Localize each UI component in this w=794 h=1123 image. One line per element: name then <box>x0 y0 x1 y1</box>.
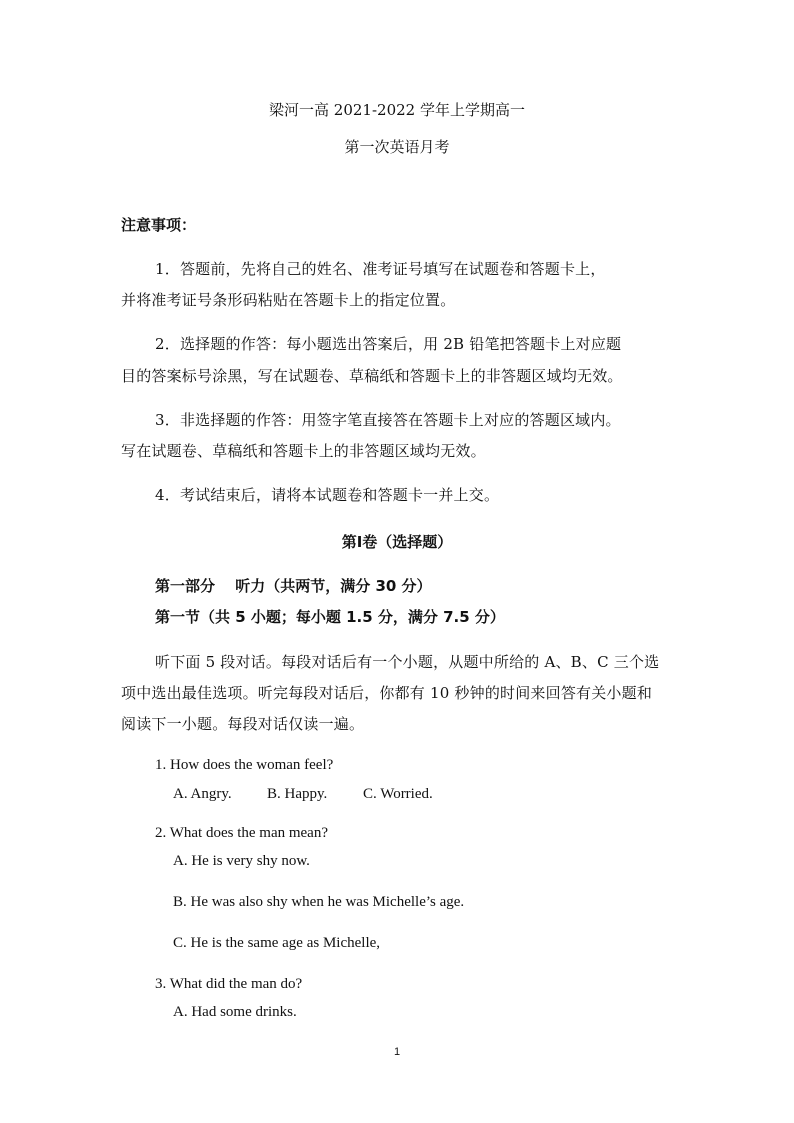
notice-item-3-line2: 写在试题卷、草稿纸和答题卡上的非答题区域均无效。 <box>121 442 486 460</box>
question-1-stem: 1. How does the woman feel? <box>155 757 334 773</box>
question-1-option-b: B. Happy. <box>267 786 328 802</box>
notice-item-1-line1: 1．答题前，先将自己的姓名、准考证号填写在试题卷和答题卡上， <box>155 260 606 278</box>
question-2-stem: 2. What does the man mean? <box>155 825 328 841</box>
question-1-option-c: C. Worried. <box>363 786 433 802</box>
notice-item-2-line1: 2．选择题的作答：每小题选出答案后，用 2B 铅笔把答题卡上对应题 <box>155 335 622 353</box>
page-number: 1 <box>393 1046 401 1058</box>
question-2-option-a: A. He is very shy now. <box>173 853 310 869</box>
notice-item-3-line1: 3．非选择题的作答：用签字笔直接答在答题卡上对应的答题区域内。 <box>155 411 621 429</box>
exam-title-line1: 梁河一高 2021-2022 学年上学期高一 <box>269 101 525 119</box>
notice-item-4: 4．考试结束后，请将本试题卷和答题卡一并上交。 <box>155 486 500 504</box>
question-2-option-b: B. He was also shy when he was Michelle’s age. <box>173 894 465 910</box>
instructions-line3: 阅读下一小题。每段对话仅读一遍。 <box>121 715 365 733</box>
notice-heading: 注意事项： <box>121 216 197 234</box>
notice-item-2-line2: 目的答案标号涂黑，写在试题卷、草稿纸和答题卡上的非答题区域均无效。 <box>121 367 623 385</box>
exam-title-line2: 第一次英语月考 <box>344 138 450 156</box>
instructions-line1: 听下面 5 段对话。每段对话后有一个小题，从题中所给的 A、B、C 三个选 <box>155 653 660 671</box>
question-3-option-a: A. Had some drinks. <box>173 1004 297 1020</box>
part1-title: 第一部分 听力（共两节，满分 30 分） <box>155 577 432 595</box>
question-3-stem: 3. What did the man do? <box>155 976 303 992</box>
notice-item-1-line2: 并将准考证号条形码粘贴在答题卡上的指定位置。 <box>121 291 456 309</box>
volume-title: 第Ⅰ卷（选择题） <box>341 533 453 551</box>
section1-title: 第一节（共 5 小题；每小题 1.5 分，满分 7.5 分） <box>155 608 505 626</box>
instructions-line2: 项中选出最佳选项。听完每段对话后，你都有 10 秒钟的时间来回答有关小题和 <box>121 684 653 702</box>
question-1-option-a: A. Angry. <box>173 786 232 802</box>
question-2-option-c: C. He is the same age as Michelle, <box>173 935 381 951</box>
